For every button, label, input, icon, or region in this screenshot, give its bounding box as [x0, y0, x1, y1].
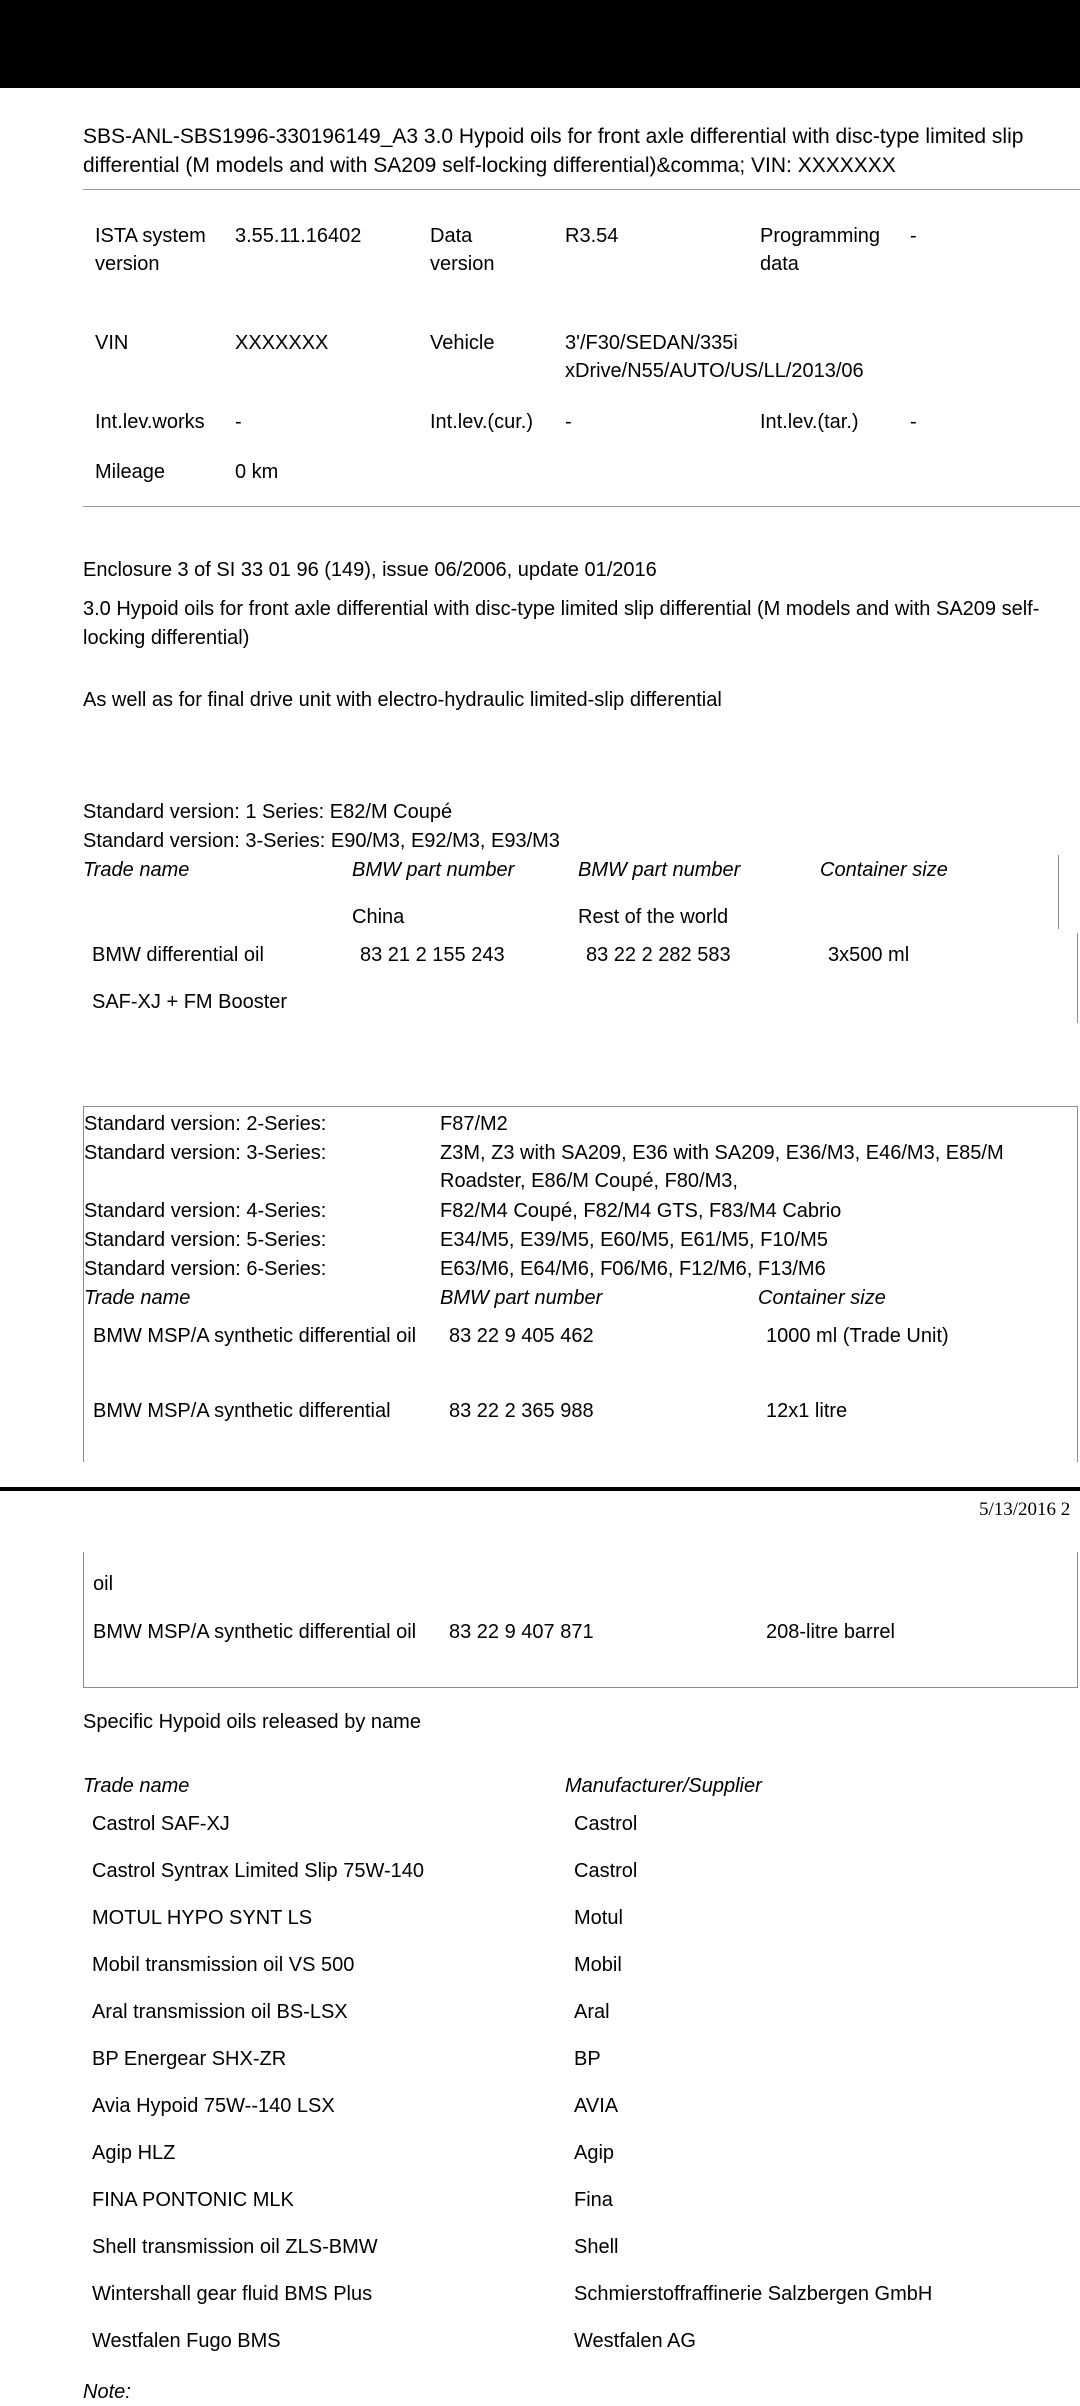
list-item-trade-name: Wintershall gear fluid BMS Plus [92, 2283, 373, 2305]
column-header-manufacturer: Manufacturer/Supplier [565, 1775, 762, 1797]
table-cell-trade-name-continued: oil [93, 1573, 114, 1595]
series-models: E63/M6, E64/M6, F06/M6, F12/M6, F13/M6 [440, 1258, 826, 1280]
table-cell-container-size: 1000 ml (Trade Unit) [766, 1325, 949, 1347]
column-header-container-size: Container size [758, 1287, 886, 1309]
header-bar [0, 0, 1080, 88]
intlev-works-label: Int.lev.works [95, 411, 205, 433]
table-border [1058, 855, 1059, 929]
intlev-tar-value: - [910, 411, 917, 433]
table-cell-part-number: 83 22 9 405 462 [449, 1325, 594, 1347]
list-item-manufacturer: Motul [574, 1907, 623, 1929]
list-item-trade-name: Castrol SAF-XJ [92, 1813, 230, 1835]
table-cell-part-number: 83 22 9 407 871 [449, 1621, 594, 1643]
column-header-trade-name: Trade name [83, 1775, 190, 1797]
series-label: Standard version: 4-Series: [84, 1200, 327, 1222]
vin-value: XXXXXXX [235, 332, 329, 354]
also-note: As well as for final drive unit with electro-hydraulic limited-slip differential [83, 689, 722, 711]
list-item-trade-name: Aral transmission oil BS-LSX [92, 2001, 348, 2023]
column-header-trade-name: Trade name [83, 859, 190, 881]
list-item-manufacturer: AVIA [574, 2095, 619, 2117]
section-heading: 3.0 Hypoid oils for front axle differential with disc-type limited slip differential (M models and with SA209 self-locking differential) [83, 598, 1040, 649]
list-item-trade-name: BP Energear SHX-ZR [92, 2048, 287, 2070]
table-cell-part-number: 83 22 2 365 988 [449, 1400, 594, 1422]
intlev-cur-value: - [565, 411, 572, 433]
programming-data-value: - [910, 225, 917, 247]
mileage-label: Mileage [95, 461, 166, 483]
series-models: Z3M, Z3 with SA209, E36 with SA209, E36/M3, E46/M3, E85/M Roadster, E86/M Coupé, F80/M3, [440, 1142, 1004, 1192]
divider [83, 506, 1080, 507]
standard-version-line: Standard version: 1 Series: E82/M Coupé [83, 801, 453, 823]
column-header-container-size: Container size [820, 859, 948, 881]
list-item-manufacturer: Shell [574, 2236, 619, 2258]
table-cell-part-china: 83 21 2 155 243 [360, 944, 505, 966]
series-models: F82/M4 Coupé, F82/M4 GTS, F83/M4 Cabrio [440, 1200, 842, 1222]
column-header-bmw-part-number: BMW part number [352, 859, 515, 881]
list-item-trade-name: Avia Hypoid 75W--140 LSX [92, 2095, 335, 2117]
table-border [1077, 933, 1078, 1023]
intlev-cur-label: Int.lev.(cur.) [430, 411, 533, 433]
intlev-tar-label: Int.lev.(tar.) [760, 411, 859, 433]
series-label: Standard version: 3-Series: [84, 1142, 327, 1164]
list-item-manufacturer: Aral [574, 2001, 610, 2023]
list-item-manufacturer: Westfalen AG [574, 2330, 696, 2352]
list-item-manufacturer: Schmierstoffraffinerie Salzbergen GmbH [574, 2283, 933, 2305]
list-item-manufacturer: Mobil [574, 1954, 622, 1976]
table-m-models-continued [83, 1552, 1078, 1688]
document-title: SBS-ANL-SBS1996-330196149_A3 3.0 Hypoid oils for front axle differential with disc-type limited slip differential (M models and with SA209 self-locking differential)&comma; VIN: XXXXXXX [83, 125, 1024, 177]
table-cell-trade-name: BMW MSP/A synthetic differential [93, 1400, 391, 1422]
table-cell-trade-name: BMW differential oil [92, 944, 264, 966]
standard-version-line: Standard version: 3-Series: E90/M3, E92/M3, E93/M3 [83, 830, 560, 852]
vehicle-value: 3'/F30/SEDAN/335i xDrive/N55/AUTO/US/LL/2013/06 [565, 332, 864, 382]
series-label: Standard version: 2-Series: [84, 1113, 327, 1135]
list-item-trade-name: FINA PONTONIC MLK [92, 2189, 294, 2211]
subheader-rest-of-world: Rest of the world [578, 906, 729, 928]
list-item-manufacturer: BP [574, 2048, 601, 2070]
series-label: Standard version: 5-Series: [84, 1229, 327, 1251]
page-break [0, 1487, 1080, 1491]
table-cell-trade-name: BMW MSP/A synthetic differential oil [93, 1325, 417, 1347]
programming-data-label: Programming data [760, 225, 881, 275]
note-label: Note: [83, 2381, 131, 2403]
table-cell-container-size: 208-litre barrel [766, 1621, 895, 1643]
series-models: E34/M5, E39/M5, E60/M5, E61/M5, F10/M5 [440, 1229, 828, 1251]
list-item-manufacturer: Agip [574, 2142, 615, 2164]
list-item-manufacturer: Castrol [574, 1813, 638, 1835]
list-item-manufacturer: Fina [574, 2189, 613, 2211]
series-label: Standard version: 6-Series: [84, 1258, 327, 1280]
list-item-trade-name: Mobil transmission oil VS 500 [92, 1954, 355, 1976]
vehicle-label: Vehicle [430, 332, 495, 354]
column-header-trade-name: Trade name [84, 1287, 191, 1309]
list-item-trade-name: Agip HLZ [92, 2142, 176, 2164]
table-cell-trade-name: SAF-XJ + FM Booster [92, 991, 288, 1013]
list-item-trade-name: Castrol Syntrax Limited Slip 75W-140 [92, 1860, 424, 1882]
vin-label: VIN [95, 332, 129, 354]
ista-value: 3.55.11.16402 [235, 225, 362, 247]
list-item-trade-name: MOTUL HYPO SYNT LS [92, 1907, 313, 1929]
table-cell-container-size: 3x500 ml [828, 944, 910, 966]
divider [83, 189, 1080, 190]
list-item-manufacturer: Castrol [574, 1860, 638, 1882]
series-models: F87/M2 [440, 1113, 508, 1135]
enclosure-line: Enclosure 3 of SI 33 01 96 (149), issue 06/2006, update 01/2016 [83, 559, 657, 581]
list-item-trade-name: Westfalen Fugo BMS [92, 2330, 281, 2352]
table-cell-container-size: 12x1 litre [766, 1400, 848, 1422]
column-header-bmw-part-number: BMW part number [578, 859, 741, 881]
column-header-bmw-part-number: BMW part number [440, 1287, 603, 1309]
released-oils-heading: Specific Hypoid oils released by name [83, 1711, 421, 1733]
table-cell-part-world: 83 22 2 282 583 [586, 944, 731, 966]
ista-label: ISTA system version [95, 225, 206, 275]
table-cell-trade-name: BMW MSP/A synthetic differential oil [93, 1621, 417, 1643]
data-version-label: Data version [430, 225, 495, 275]
subheader-china: China [352, 906, 405, 928]
table-m-models [83, 1106, 1078, 1462]
mileage-value: 0 km [235, 461, 279, 483]
print-date: 5/13/2016 2 [979, 1499, 1071, 1520]
intlev-works-value: - [235, 411, 242, 433]
list-item-trade-name: Shell transmission oil ZLS-BMW [92, 2236, 378, 2258]
data-version-value: R3.54 [565, 225, 619, 247]
